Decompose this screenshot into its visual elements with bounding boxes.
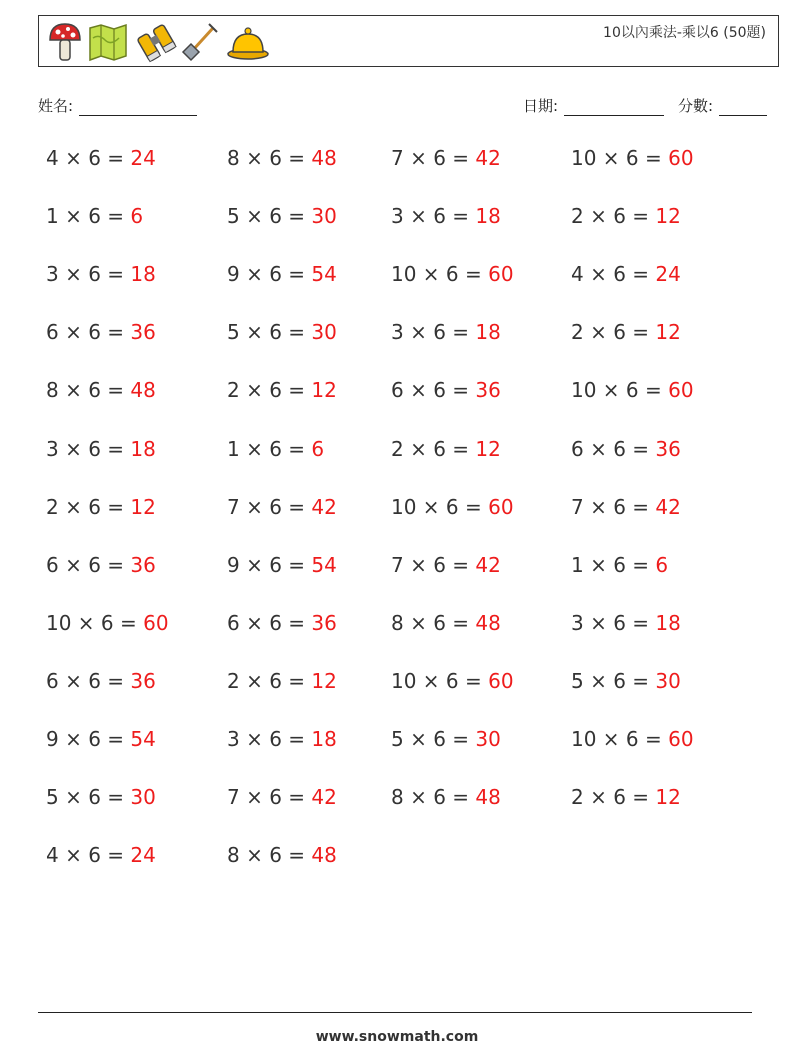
problem-answer: 60 (488, 668, 514, 693)
problem-answer: 24 (130, 146, 156, 170)
problem-question: 10 × 6 = (571, 378, 669, 403)
problem-question: 6 × 6 = (227, 610, 312, 635)
problem-item (391, 204, 501, 228)
problem-answer: 12 (655, 204, 681, 229)
problem-item (227, 785, 337, 809)
problem-answer: 42 (475, 552, 501, 577)
problem-answer: 12 (311, 668, 337, 693)
problem-answer: 6 (130, 204, 144, 229)
problem-answer: 12 (130, 494, 156, 519)
problem-item (571, 204, 681, 228)
problem-item (227, 378, 337, 402)
problem-question: 1 × 6 = (46, 204, 131, 229)
problem-item (46, 727, 156, 751)
problem-item (391, 146, 501, 170)
problem-question: 9 × 6 = (227, 552, 312, 577)
problem-answer: 6 (655, 552, 669, 577)
problem-question: 2 × 6 = (227, 668, 312, 693)
problem-question: 2 × 6 = (571, 320, 656, 345)
problem-question: 8 × 6 = (227, 843, 312, 868)
problem-answer: 18 (475, 320, 501, 345)
problem-answer: 42 (311, 785, 337, 810)
score-label: 分數: (678, 97, 714, 115)
problem-answer: 42 (655, 494, 681, 519)
problem-question: 5 × 6 = (391, 727, 476, 751)
problem-item (46, 378, 156, 402)
problem-answer: 30 (475, 727, 501, 751)
mushroom-icon (47, 20, 83, 64)
problem-answer: 48 (475, 610, 501, 635)
problem-question: 7 × 6 = (227, 494, 312, 519)
problem-question: 6 × 6 = (391, 378, 476, 403)
name-label: 姓名: (38, 97, 74, 115)
problem-item (227, 611, 337, 635)
problem-question: 9 × 6 = (227, 262, 312, 287)
problem-answer: 54 (311, 262, 337, 287)
problem-item (227, 553, 337, 577)
problem-question: 5 × 6 = (227, 204, 312, 229)
problem-answer: 36 (311, 610, 337, 635)
problem-item (391, 320, 501, 344)
problem-answer: 42 (475, 146, 501, 170)
problem-question: 10 × 6 = (571, 727, 669, 751)
problem-item (46, 669, 156, 693)
name-field (38, 95, 197, 116)
problem-item (391, 262, 514, 286)
problem-item (227, 495, 337, 519)
problem-answer: 12 (311, 378, 337, 403)
problem-question: 2 × 6 = (571, 204, 656, 229)
problem-question: 5 × 6 = (46, 785, 131, 810)
problem-item (391, 669, 514, 693)
problem-question: 8 × 6 = (46, 378, 131, 403)
problem-answer: 60 (668, 727, 694, 751)
problem-item (227, 669, 337, 693)
problem-item (391, 553, 501, 577)
problem-item (227, 727, 337, 751)
problem-answer: 36 (475, 378, 501, 403)
problem-question: 9 × 6 = (46, 727, 131, 751)
problem-item (46, 611, 169, 635)
problem-question: 6 × 6 = (46, 668, 131, 693)
problem-answer: 54 (311, 552, 337, 577)
problem-answer: 36 (130, 320, 156, 345)
problem-answer: 18 (475, 204, 501, 229)
problem-item (46, 785, 156, 809)
problem-item (46, 553, 156, 577)
problem-answer: 12 (655, 785, 681, 810)
problem-item (571, 611, 681, 635)
problem-question: 3 × 6 = (571, 610, 656, 635)
problem-question: 4 × 6 = (46, 146, 131, 170)
problem-item (571, 262, 681, 286)
problem-question: 10 × 6 = (391, 494, 489, 519)
problem-answer: 18 (311, 727, 337, 751)
problem-question: 10 × 6 = (391, 262, 489, 287)
problem-question: 7 × 6 = (391, 146, 476, 170)
problem-answer: 36 (655, 436, 681, 461)
problem-question: 3 × 6 = (391, 320, 476, 345)
problem-answer: 60 (668, 378, 694, 403)
problem-question: 1 × 6 = (227, 436, 312, 461)
shovel-icon (179, 20, 221, 64)
problem-question: 7 × 6 = (391, 552, 476, 577)
problem-answer: 60 (668, 146, 694, 170)
problem-question: 2 × 6 = (227, 378, 312, 403)
date-blank[interactable] (564, 101, 664, 116)
problem-question: 2 × 6 = (391, 436, 476, 461)
problem-question: 1 × 6 = (571, 552, 656, 577)
problem-question: 3 × 6 = (227, 727, 312, 751)
problem-item (571, 495, 681, 519)
problem-item (391, 495, 514, 519)
binoculars-icon (135, 20, 177, 64)
problem-item (391, 611, 501, 635)
problem-item (46, 262, 156, 286)
problem-answer: 30 (655, 668, 681, 693)
problem-question: 6 × 6 = (571, 436, 656, 461)
problem-item (227, 320, 337, 344)
problem-item (46, 320, 156, 344)
problem-question: 10 × 6 = (571, 146, 669, 170)
worksheet-title: 10以內乘法-乘以6 (50題) (603, 25, 766, 41)
map-icon (87, 20, 129, 64)
problem-question: 3 × 6 = (391, 204, 476, 229)
problem-answer: 18 (130, 262, 156, 287)
problem-answer: 24 (130, 843, 156, 868)
score-field (678, 95, 767, 116)
problem-question: 10 × 6 = (391, 668, 489, 693)
problem-answer: 30 (311, 320, 337, 345)
worksheet-header (38, 15, 779, 67)
problem-item (227, 262, 337, 286)
date-label: 日期: (523, 97, 559, 115)
problem-question: 6 × 6 = (46, 552, 131, 577)
problem-answer: 48 (311, 843, 337, 868)
problem-item (571, 437, 681, 461)
problem-answer: 24 (655, 262, 681, 287)
footer-divider (38, 1012, 752, 1013)
problem-question: 4 × 6 = (46, 843, 131, 868)
footer-url: www.snowmath.com (315, 1029, 479, 1045)
problem-question: 6 × 6 = (46, 320, 131, 345)
problem-answer: 12 (655, 320, 681, 345)
problem-item (46, 843, 156, 867)
problem-question: 8 × 6 = (391, 610, 476, 635)
problem-item (391, 378, 501, 402)
problem-question: 3 × 6 = (46, 262, 131, 287)
problem-item (571, 320, 681, 344)
problem-question: 7 × 6 = (227, 785, 312, 810)
problem-question: 5 × 6 = (227, 320, 312, 345)
problem-answer: 36 (130, 668, 156, 693)
problem-answer: 42 (311, 494, 337, 519)
problem-item (227, 843, 337, 867)
score-blank[interactable] (719, 101, 767, 116)
problem-answer: 30 (311, 204, 337, 229)
problem-item (46, 437, 156, 461)
problem-item (571, 146, 694, 170)
problem-answer: 60 (488, 494, 514, 519)
problem-item (46, 495, 156, 519)
problem-answer: 60 (143, 610, 169, 635)
problem-answer: 30 (130, 785, 156, 810)
problem-answer: 48 (311, 146, 337, 170)
problem-answer: 48 (130, 378, 156, 403)
problem-answer: 18 (655, 610, 681, 635)
problem-item (571, 669, 681, 693)
problem-question: 10 × 6 = (46, 610, 144, 635)
problem-answer: 60 (488, 262, 514, 287)
problem-answer: 54 (130, 727, 156, 751)
problem-item (391, 437, 501, 461)
problem-question: 5 × 6 = (571, 668, 656, 693)
problem-item (391, 785, 501, 809)
problem-item (227, 437, 324, 461)
problem-question: 7 × 6 = (571, 494, 656, 519)
bell-icon (225, 20, 271, 64)
date-field (523, 95, 664, 116)
problem-question: 2 × 6 = (571, 785, 656, 810)
problem-item (227, 204, 337, 228)
problem-item (46, 204, 143, 228)
problem-question: 8 × 6 = (391, 785, 476, 810)
problem-item (571, 785, 681, 809)
problem-answer: 48 (475, 785, 501, 810)
problem-item (571, 378, 694, 402)
problem-question: 3 × 6 = (46, 436, 131, 461)
problem-answer: 6 (311, 436, 325, 461)
problem-question: 4 × 6 = (571, 262, 656, 287)
problem-answer: 18 (130, 436, 156, 461)
problem-answer: 36 (130, 552, 156, 577)
problem-question: 2 × 6 = (46, 494, 131, 519)
problem-item (571, 727, 694, 751)
problem-item (571, 553, 668, 577)
problem-item (227, 146, 337, 170)
problem-item (391, 727, 501, 751)
name-blank[interactable] (79, 101, 197, 116)
problem-question: 8 × 6 = (227, 146, 312, 170)
problem-item (46, 146, 156, 170)
problem-answer: 12 (475, 436, 501, 461)
